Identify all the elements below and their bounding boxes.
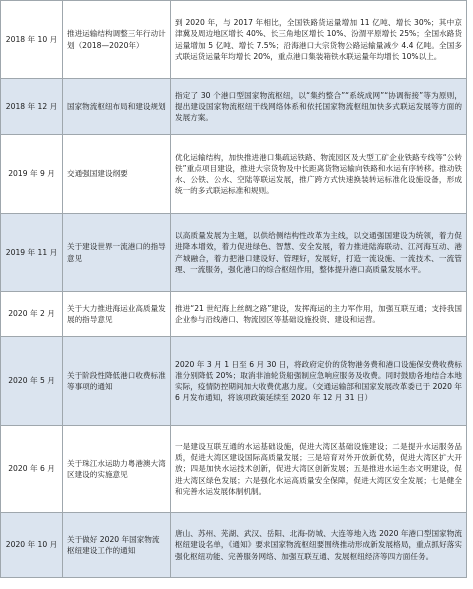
row-content: 唐山、苏州、芜湖、武汉、岳阳、北海-防城、大连等地入选 2020 年港口型国家物流枢纽建设名单，《通知》要求国家物流枢纽要围绕推动形成新发展格局，重点抓好落实强化枢纽功能、完善服务网络、加强互联互通、发展枢纽经济等四方面任务。 (171, 513, 467, 578)
row-title: 关于做好 2020 年国家物流枢纽建设工作的通知 (63, 513, 171, 578)
row-date: 2018 年 10 月 (1, 1, 63, 79)
row-title: 交通强国建设纲要 (63, 135, 171, 214)
table-row (1, 1, 467, 79)
row-title: 国家物流枢纽布局和建设规划 (63, 79, 171, 135)
row-content: 到 2020 年，与 2017 年相比，全国铁路货运量增加 11 亿吨、增长 30%；其中京津冀及周边地区增长 40%、长三角地区增长 10%、汾渭平原增长 25%；全国水路货运量增加 5 亿吨、增长 7.5%；沿海港口大宗货物公路运输量减少 4.4 亿吨。全国多式联运货运量年均增长 20%，重点港口集装箱铁水联运量年均增长 10%以上。 (171, 1, 467, 79)
row-date: 2020 年 10 月 (1, 513, 63, 578)
row-content: 指定了 30 个港口型国家物流枢纽，以“集约整合”“系统成网”“协调衔接”等为原则，提出建设国家物流枢纽干线网络体系和依托国家物流枢纽加快多式联运发展等方面的发展方案。 (171, 79, 467, 135)
table-row (1, 513, 467, 578)
table-row (1, 135, 467, 214)
row-title: 关于建设世界一流港口的指导意见 (63, 214, 171, 292)
row-title: 推进运输结构调整三年行动计划（2018—2020年） (63, 1, 171, 79)
row-date: 2020 年 2 月 (1, 292, 63, 337)
row-date: 2019 年 9 月 (1, 135, 63, 214)
row-date: 2020 年 5 月 (1, 337, 63, 426)
row-title: 关于阶段性降低港口收费标准等事项的通知 (63, 337, 171, 426)
row-content: 以高质量发展为主题，以供给侧结构性改革为主线，以交通强国建设为统领，着力促进降本增效，着力促进绿色、智慧、安全发展，着力推进陆海联动、江河海互动、港产城融合，着力把港口建设好、管理好，发展好，打造一流设施、一流技术、一流管理、一流服务，强化港口的综合枢纽作用，整体提升港口高质量发展水平。 (171, 214, 467, 292)
row-content: 2020 年 3 月 1 日至 6 月 30 日，将政府定价的货物港务费和港口设施保安费收费标准分别降低 20%；取消非油轮货船强制应急响应服务及收费。同时鼓励各地结合本地实际，疫情防控期间加大收费优惠力度。（交通运输部和国家发展改革委已于 2020 年 6 月发布通知，将该项政策延续至 2020 年 12 月 31 日） (171, 337, 467, 426)
table-row (1, 426, 467, 513)
table-row (1, 214, 467, 292)
row-date: 2019 年 11 月 (1, 214, 63, 292)
table-row (1, 337, 467, 426)
table-row (1, 79, 467, 135)
row-content: 一是建设互联互通的水运基础设施，促进大湾区基础设施建设；二是提升水运服务品质，促进大湾区建设国际高质量发展；三是培育对外开放新优势，促进大湾区扩大开放；四是加快水运技术创新，促进大湾区创新发展；五是推进水运生态文明建设，促进大湾区绿色发展；六是强化水运高质量安全保障，促进大湾区安全发展；七是健全和完善水运发展体制机制。 (171, 426, 467, 513)
row-title: 关于珠江水运助力粤港澳大湾区建设的实施意见 (63, 426, 171, 513)
row-content: 优化运输结构，加快推进港口集疏运铁路、物流园区及大型工矿企业铁路专线等“公转铁”重点项目建设，推进大宗货物及中长距离货物运输向铁路和水运有序转移。推动铁水、公铁、公水、空陆等联运发展，推广跨方式快速换装转运标准化设施设备，形成统一的多式联运标准和规则。 (171, 135, 467, 214)
row-date: 2020 年 6 月 (1, 426, 63, 513)
table-row (1, 292, 467, 337)
row-content: 推进“21 世纪海上丝绸之路”建设，发挥海运的主力军作用，加强互联互通；支持我国企业参与沿线港口、物流园区等基础设施投资、建设和运营。 (171, 292, 467, 337)
row-title: 关于大力推进海运业高质量发展的指导意见 (63, 292, 171, 337)
row-date: 2018 年 12 月 (1, 79, 63, 135)
